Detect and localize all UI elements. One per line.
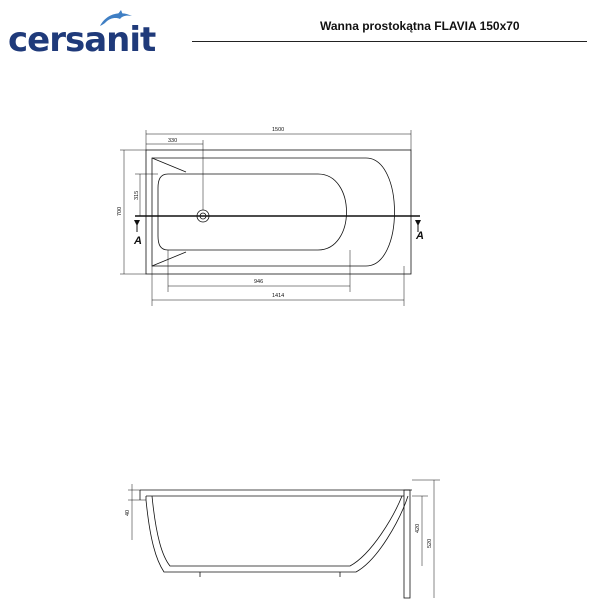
dim-width: 700 [117, 206, 123, 216]
tub-section-outer [146, 496, 408, 572]
tub-apron [404, 490, 410, 598]
dim-rim: 40 [125, 509, 131, 516]
product-title: Wanna prostokątna FLAVIA 150x70 [320, 19, 520, 33]
section-label-right: A [416, 230, 424, 242]
dim-inner-bottom: 946 [254, 279, 264, 285]
dim-depth: 420 [415, 523, 421, 533]
dim-drain-side: 315 [134, 190, 140, 200]
dim-overall-length: 1500 [272, 127, 285, 133]
section-label-left: A [134, 235, 142, 247]
logo-text: cersanit [8, 20, 156, 60]
tub-section-inner [152, 496, 402, 566]
tub-outer-rim [146, 150, 411, 274]
dim-inner-length: 1414 [272, 293, 285, 299]
dim-total-height: 520 [427, 538, 433, 548]
dim-drain-offset: 330 [168, 138, 178, 144]
tub-inner-bottom [158, 174, 347, 250]
